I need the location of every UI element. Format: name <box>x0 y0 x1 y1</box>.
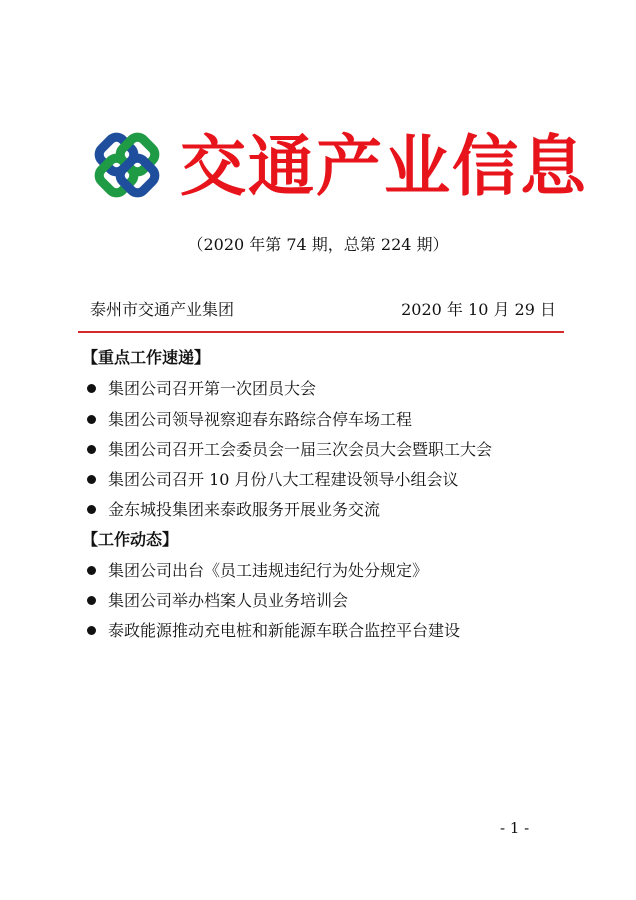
list-item-text: 泰政能源推动充电桩和新能源车联合监控平台建设 <box>108 621 461 640</box>
list-item-text: 集团公司召开第一次团员大会 <box>108 379 317 398</box>
publish-date: 2020 年 10 月 29 日 <box>401 300 556 319</box>
list-item[interactable] <box>82 438 492 462</box>
bullet-icon <box>87 415 96 424</box>
masthead <box>92 126 588 206</box>
bullet-icon <box>87 626 96 635</box>
publisher-row <box>90 298 560 322</box>
list-item[interactable] <box>82 498 380 522</box>
list-item-text: 集团公司召开 10 月份八大工程建设领导小组会议 <box>108 470 459 489</box>
bullet-icon <box>87 384 96 393</box>
list-item-text: 集团公司举办档案人员业务培训会 <box>108 591 349 610</box>
list-item[interactable] <box>82 559 428 583</box>
list-item-text: 集团公司出台《员工违规违纪行为处分规定》 <box>108 561 429 580</box>
bullet-icon <box>87 475 96 484</box>
header-divider <box>78 331 564 333</box>
section-title-highlights: 【重点工作速递】 <box>82 348 211 367</box>
section-title-updates: 【工作动态】 <box>82 530 179 549</box>
publication-title: 交通产业信息 <box>180 127 588 205</box>
list-item-text: 集团公司召开工会委员会一届三次会员大会暨职工大会 <box>108 440 493 459</box>
list-item[interactable] <box>82 408 412 432</box>
list-item[interactable] <box>82 377 316 401</box>
bullet-icon <box>87 566 96 575</box>
list-item-text: 集团公司领导视察迎春东路综合停车场工程 <box>108 410 413 429</box>
issue-number: （2020 年第 74 期，总第 224 期） <box>187 235 449 254</box>
page-number: - 1 - <box>500 819 530 837</box>
bullet-icon <box>87 445 96 454</box>
list-item[interactable] <box>82 619 460 643</box>
list-item[interactable] <box>82 468 459 492</box>
publisher-name: 泰州市交通产业集团 <box>90 300 235 319</box>
group-logo-icon <box>92 130 162 200</box>
list-item[interactable] <box>82 589 348 613</box>
bullet-icon <box>87 596 96 605</box>
list-item-text: 金东城投集团来泰政服务开展业务交流 <box>108 500 381 519</box>
bullet-icon <box>87 505 96 514</box>
